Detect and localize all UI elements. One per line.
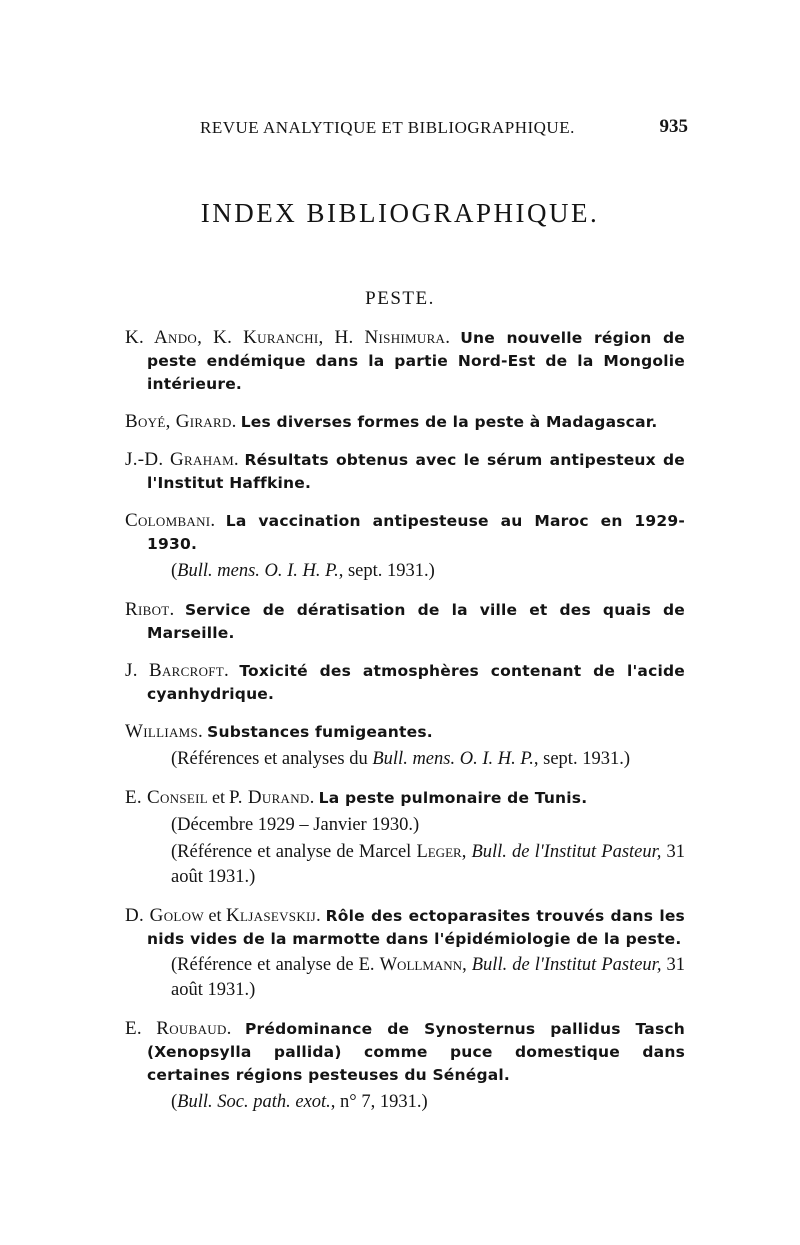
entry-authors: D. Golow <box>125 905 204 926</box>
entry-authors: Colombani. <box>125 510 216 531</box>
entry-authors: J.-D. Graham. <box>125 449 239 470</box>
entry-authors: J. Barcroft. <box>125 660 230 681</box>
entry-title: Service de dératisation de la ville et des quais de Marseille. <box>147 601 686 642</box>
entry-authors: Boyé, Girard. <box>125 411 237 432</box>
entry-title: Les diverses formes de la peste à Madagascar. <box>240 413 658 431</box>
bibliography-list <box>125 326 685 1129</box>
bibliography-entry <box>125 720 685 772</box>
reference-journal: Bull. mens. O. I. H. P. <box>177 561 339 581</box>
running-head: REVUE ANALYTIQUE ET BIBLIOGRAPHIQUE. <box>200 118 575 137</box>
entry-authors-second: Kljasevskij. <box>226 905 322 926</box>
entry-authors: Williams. <box>125 721 204 742</box>
entry-title: Substances fumigeantes. <box>207 723 433 741</box>
entry-title: Résultats obtenus avec le sérum antipesteux de l'Institut Haffkine. <box>147 451 685 492</box>
entry-reference: (Référence et analyse de Marcel Leger, Bull. de l'Institut Pasteur, 31 août 1931.) <box>171 842 686 887</box>
reference-journal: Bull. de l'Institut Pasteur, <box>471 842 662 862</box>
entry-authors: Ribot. <box>125 599 175 620</box>
reference-journal: Bull. mens. O. I. H. P. <box>372 749 534 769</box>
bibliography-entry <box>125 659 685 706</box>
entry-reference <box>125 747 685 772</box>
bibliography-entry <box>125 1017 685 1115</box>
entry-reference <box>125 559 685 584</box>
reference-open: ( <box>171 1092 178 1112</box>
entry-title: Prédominance de Synosternus pallidus Tasch (Xenopsylla pallida) comme puce domestique dans certaines régions pesteuses du Sénégal. <box>147 1020 685 1084</box>
author-connector: et <box>208 905 222 925</box>
bibliography-entry <box>125 786 685 890</box>
entry-authors: E. Conseil <box>125 787 208 808</box>
reference-prefix: (Référence et analyse de Marcel <box>171 842 417 862</box>
reference-prefix: (Référence et analyse de E. <box>171 955 380 975</box>
entry-title: La vaccination antipesteuse au Maroc en 1929-1930. <box>147 512 686 553</box>
entry-authors-second: P. Durand. <box>229 787 315 808</box>
reference-person: Wollmann <box>379 955 463 975</box>
reference-date: 31 août 1931.) <box>171 955 686 1000</box>
entry-reference: (Référence et analyse de E. Wollmann, Bull. de l'Institut Pasteur, 31 août 1931.) <box>171 955 686 1000</box>
reference-date: , sept. 1931.) <box>533 749 630 769</box>
bibliography-entry <box>125 904 685 1003</box>
entry-reference <box>125 1090 685 1115</box>
index-title: INDEX BIBLIOGRAPHIQUE. <box>200 198 600 228</box>
bibliography-entry <box>125 410 685 434</box>
reference-journal: Bull. Soc. path. exot. <box>177 1092 331 1112</box>
bibliography-entry <box>125 326 685 396</box>
reference-open: (Références et analyses du <box>171 749 373 769</box>
bibliography-entry <box>125 509 685 584</box>
author-connector: et <box>212 787 225 807</box>
entry-authors: K. Ando, K. Kuranchi, H. Nishimura. <box>125 327 451 348</box>
page-number: 935 <box>659 116 688 137</box>
section-heading: PESTE. <box>365 288 435 309</box>
reference-journal: Bull. de l'Institut Pasteur, <box>471 955 662 975</box>
entry-title: Rôle des ectoparasites trouvés dans les nids vides de la marmotte dans l'épidémiologie de la peste. <box>147 907 685 948</box>
reference-date: , sept. 1931.) <box>338 561 435 581</box>
reference-date: , n° 7, 1931.) <box>330 1092 428 1112</box>
entry-authors: E. Roubaud. <box>125 1018 232 1039</box>
entry-title: Une nouvelle région de peste endémique dans la partie Nord-Est de la Mongolie intérieure. <box>147 329 685 393</box>
bibliography-entry <box>125 598 685 645</box>
reference-person: Leger <box>416 842 462 862</box>
entry-title: Toxicité des atmosphères contenant de l'acide cyanhydrique. <box>147 662 685 703</box>
entry-title: La peste pulmonaire de Tunis. <box>318 789 588 807</box>
entry-dates: (Décembre 1929 – Janvier 1930.) <box>171 815 420 835</box>
reference-open: ( <box>171 561 178 581</box>
bibliography-entry <box>125 448 685 495</box>
reference-date: 31 août 1931.) <box>171 842 686 887</box>
